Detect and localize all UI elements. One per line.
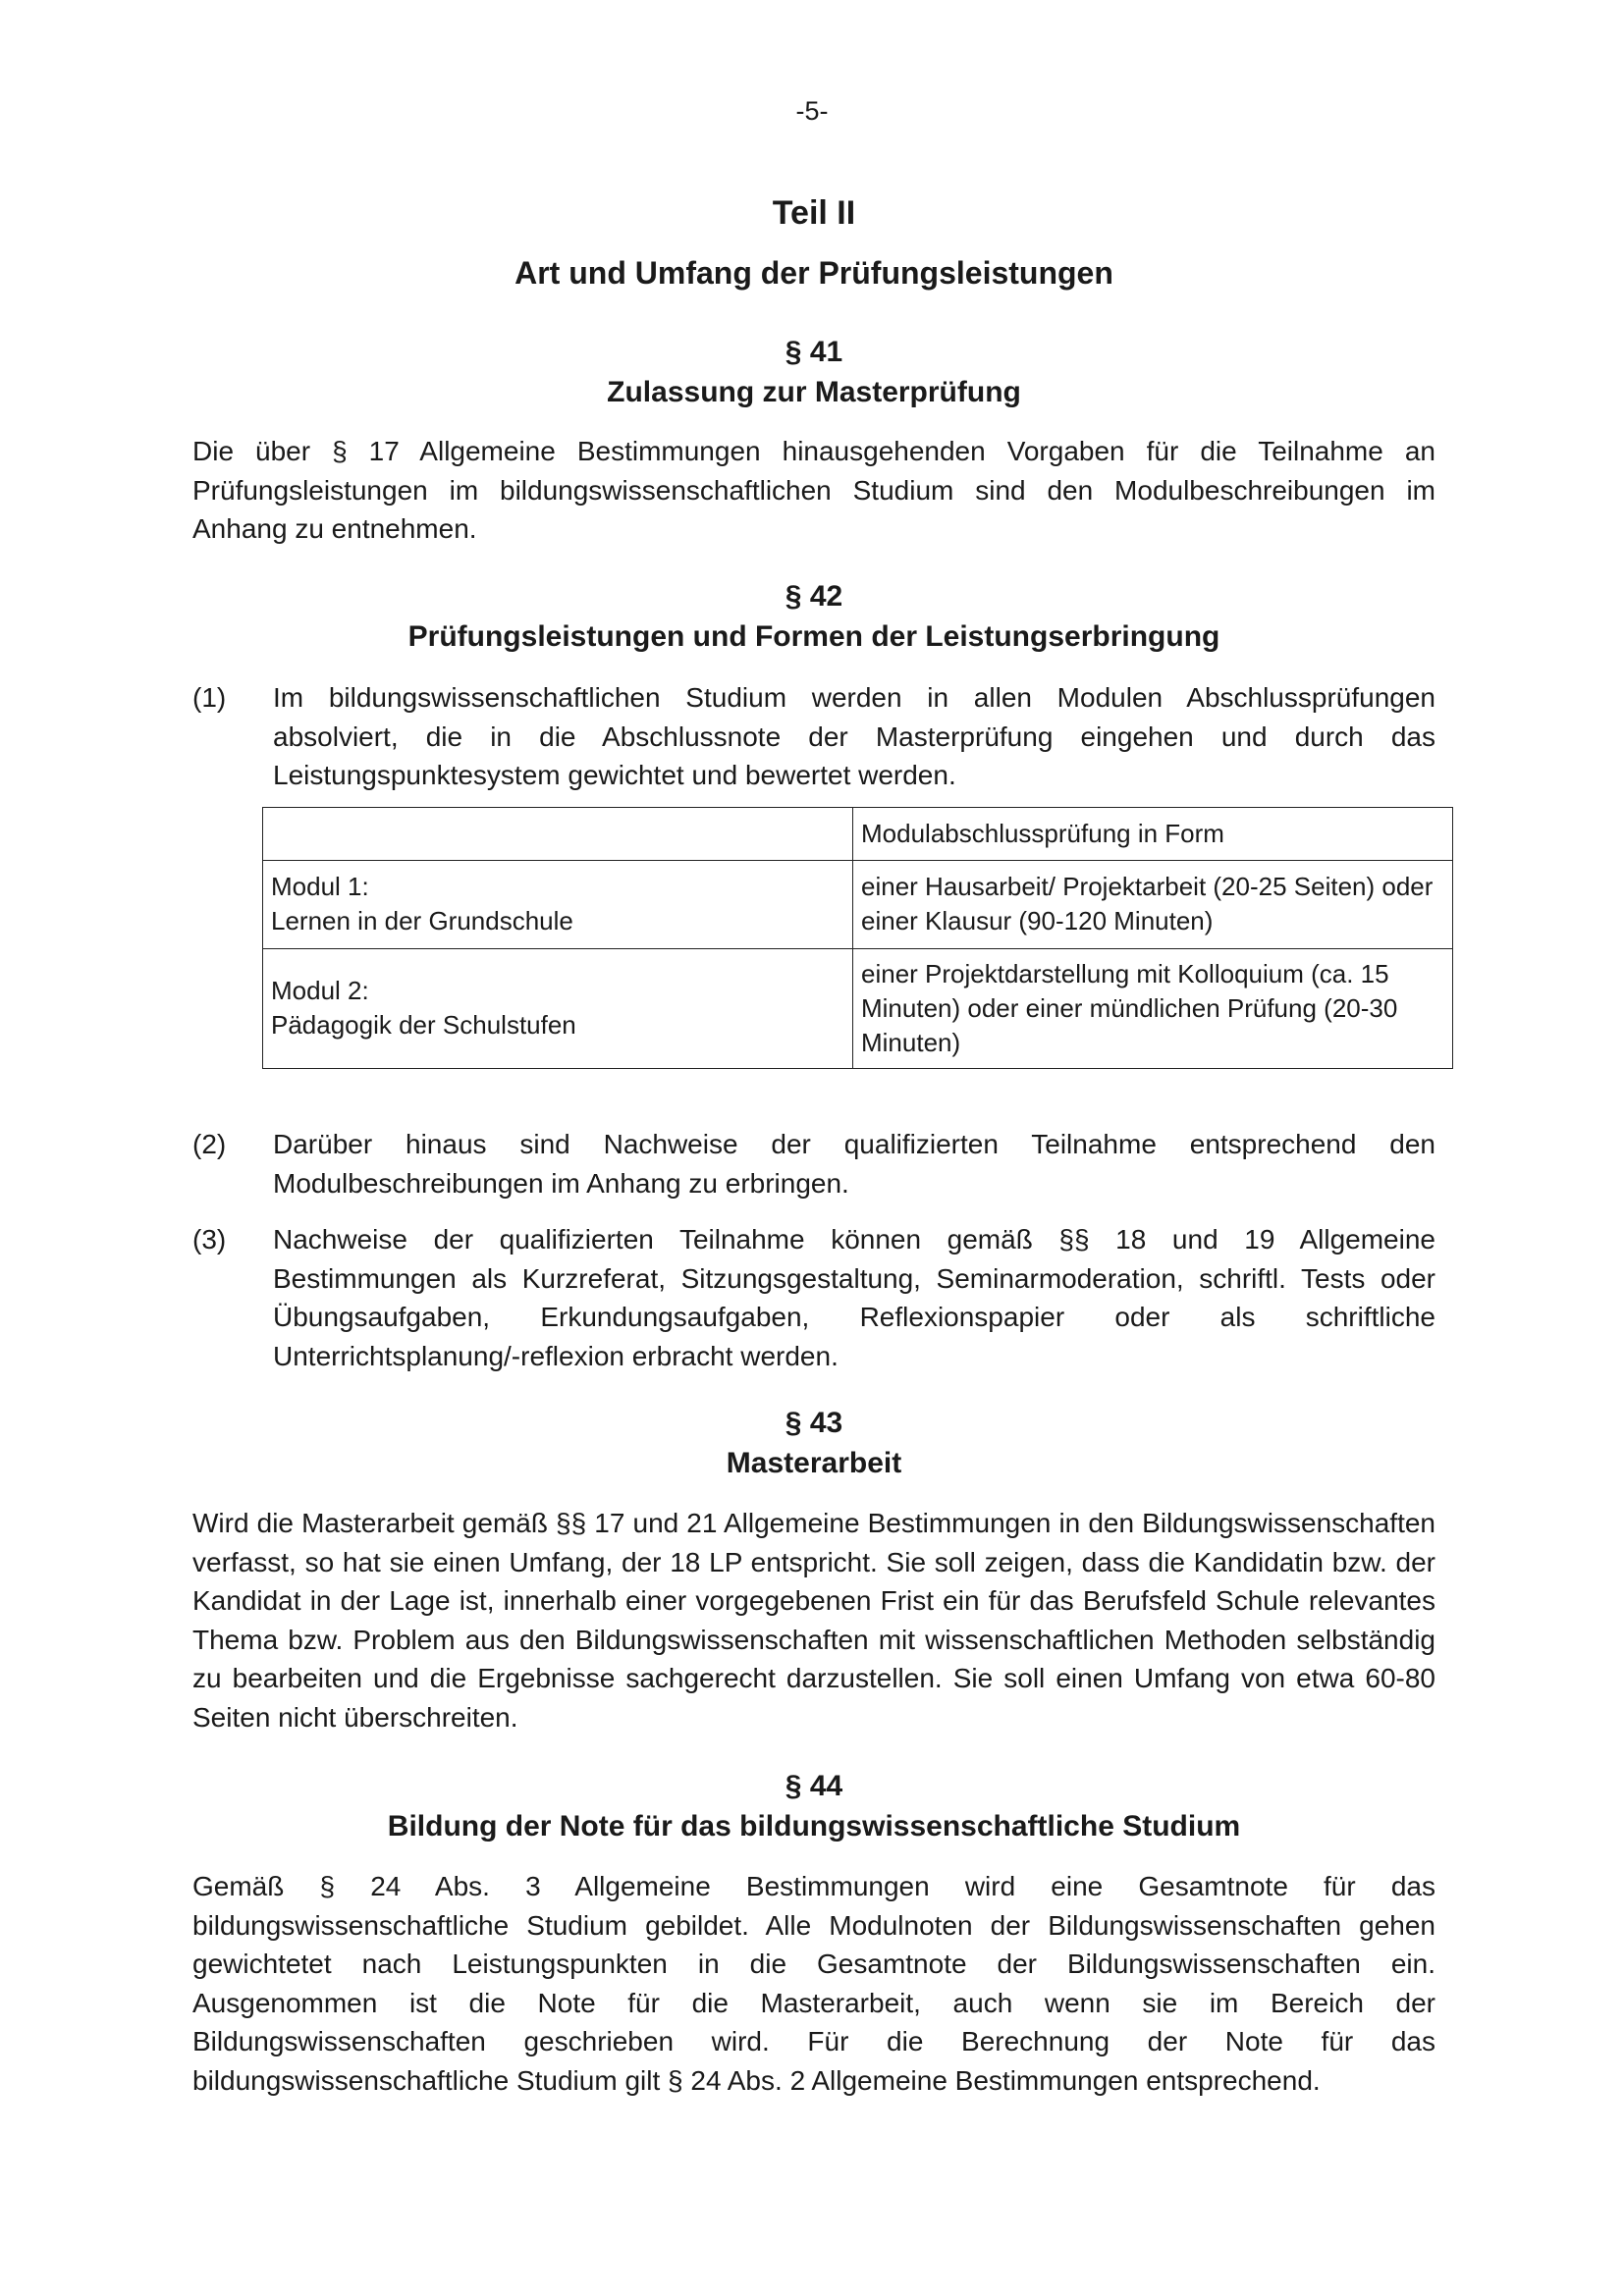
- section-44-text: Gemäß § 24 Abs. 3 Allgemeine Bestimmungen wird eine Gesamtnote für das bildungswissenschaftliche Studium gebildet. Alle Modulnoten der Bildungswissenschaften gehen gewichtetet nach Leistungspunkten in die Gesamtnote der Bildungswissenschaften ein. Ausgenommen ist die Note für die Masterarbeit, auch wenn sie im Bereich der Bildungswissenschaften geschrieben wird. Für die Berechnung der Note für das bildungswissenschaftliche Studium gilt § 24 Abs. 2 Allgemeine Bestimmungen entsprechend.: [192, 1871, 1435, 2096]
- section-44-number: § 44: [785, 1770, 843, 1802]
- section-43-number: § 43: [785, 1407, 843, 1439]
- table-header-cell: [263, 808, 853, 861]
- item-number: (2): [192, 1129, 227, 1159]
- part-title: Teil II: [772, 194, 856, 232]
- section-41-text: Die über § 17 Allgemeine Bestimmungen hinausgehenden Vorgaben für die Teilnahme an Prüfungsleistungen im bildungswissenschaftlichen Studium sind den Modulbeschreibungen im Anhang zu entnehmen.: [192, 436, 1435, 544]
- module-number: Modul 1:: [271, 872, 369, 901]
- module-name: Lernen in der Grundschule: [271, 906, 573, 935]
- exam-form-line: Minuten) oder einer mündlichen Prüfung (20-30: [861, 992, 1398, 1023]
- module-cell: [263, 861, 853, 949]
- section-43-text: Wird die Masterarbeit gemäß §§ 17 und 21 Allgemeine Bestimmungen in den Bildungswissenschaften verfasst, so hat sie einen Umfang, der 18 LP entspricht. Sie soll zeigen, dass die Kandidatin bzw. der Kandidat in der Lage ist, innerhalb einer vorgegebenen Frist ein für das Berufsfeld Schule relevantes Thema bzw. Problem aus den Bildungswissenschaften mit wissenschaftlichen Methoden selbständig zu bearbeiten und die Ergebnisse sachgerecht darzustellen. Sie soll einen Umfang von etwa 60-80 Seiten nicht überschreiten.: [192, 1508, 1435, 1733]
- section-42-item-2: [192, 1125, 1435, 1202]
- item-number: (3): [192, 1224, 227, 1255]
- item-number: (1): [192, 682, 227, 713]
- exam-form-line: einer Hausarbeit/ Projektarbeit (20-25 Seiten) oder: [861, 872, 1434, 901]
- exam-form-table: [262, 807, 1453, 1069]
- table-row: [263, 949, 1453, 1069]
- section-44-title: Bildung der Note für das bildungswissenschaftliche Studium: [387, 1810, 1241, 1842]
- table-header-cell: Modulabschlussprüfung in Form: [853, 808, 1453, 861]
- section-42-number: § 42: [785, 580, 843, 613]
- exam-form-cell: [853, 949, 1453, 1069]
- section-41-number: § 41: [785, 336, 843, 368]
- table-row: [263, 861, 1453, 949]
- item-text: Im bildungswissenschaftlichen Studium werden in allen Modulen Abschlussprüfungen absolviert, die in die Abschlussnote der Masterprüfung eingehen und durch das Leistungspunktesystem gewichtet und bewertet werden.: [273, 682, 1435, 790]
- part-subtitle: Art und Umfang der Prüfungsleistungen: [514, 255, 1113, 291]
- module-number: Modul 2:: [271, 976, 369, 1005]
- exam-form-line: einer Klausur (90-120 Minuten): [861, 906, 1214, 935]
- table-header-row: [263, 808, 1453, 861]
- exam-form-cell: [853, 861, 1453, 949]
- section-43-title: Masterarbeit: [726, 1447, 902, 1479]
- page-number: -5-: [795, 96, 829, 126]
- item-text: Nachweise der qualifizierten Teilnahme können gemäß §§ 18 und 19 Allgemeine Bestimmungen als Kurzreferat, Sitzungsgestaltung, Seminarmoderation, schriftl. Tests oder Übungsaufgaben, Erkundungsaufgaben, Reflexionspapier oder als schriftliche Unterrichtsplanung/-reflexion erbracht werden.: [273, 1224, 1435, 1371]
- exam-form-line: Minuten): [861, 1027, 961, 1057]
- module-name: Pädagogik der Schulstufen: [271, 1010, 576, 1040]
- section-41-title: Zulassung zur Masterprüfung: [607, 376, 1021, 408]
- exam-form-line: einer Projektdarstellung mit Kolloquium (ca. 15: [861, 958, 1389, 988]
- module-cell: [263, 949, 853, 1069]
- section-42-item-3: [192, 1220, 1435, 1375]
- section-42-title: Prüfungsleistungen und Formen der Leistungserbringung: [407, 620, 1220, 653]
- section-42-item-1: [192, 678, 1435, 795]
- item-text: Darüber hinaus sind Nachweise der qualifizierten Teilnahme entsprechend den Modulbeschreibungen im Anhang zu erbringen.: [273, 1129, 1435, 1199]
